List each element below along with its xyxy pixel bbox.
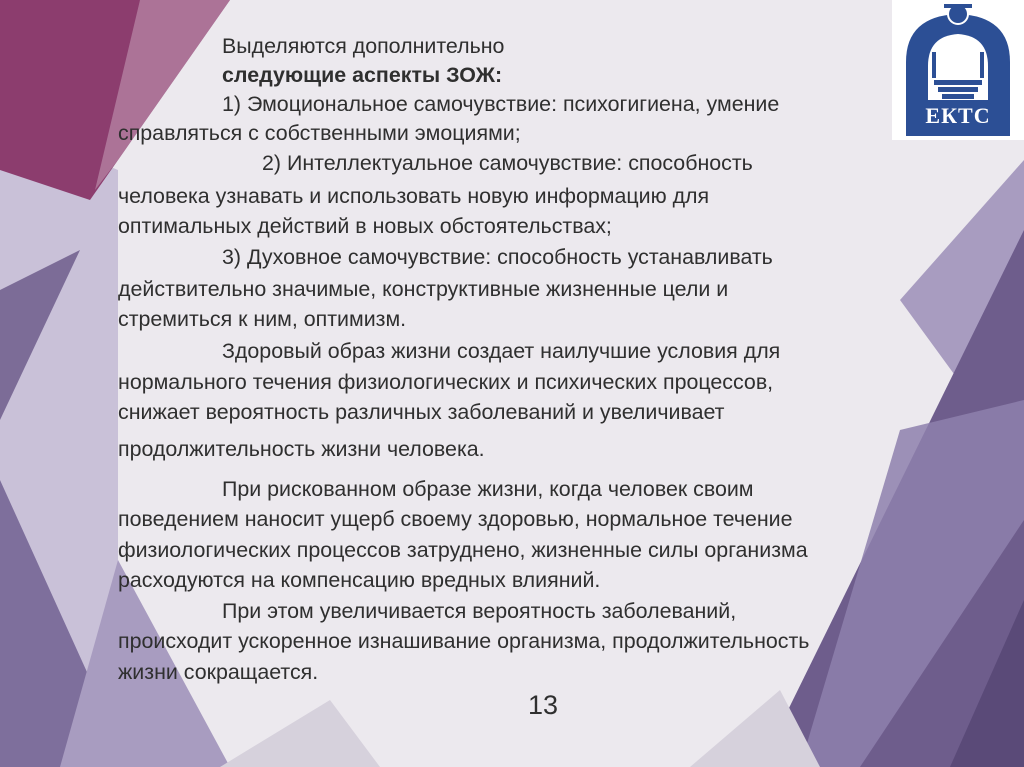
disease-risk-line-1: При этом увеличивается вероятность заболеваний, <box>222 599 737 623</box>
aspect-emotional-line-1: 1) Эмоциональное самочувствие: психогигиена, умение <box>222 92 780 116</box>
healthy-life-line-1: Здоровый образ жизни создает наилучшие условия для <box>222 339 781 363</box>
risky-life-line-1: При рискованном образе жизни, когда человек своим <box>222 477 754 501</box>
aspect-emotional-line-2: справляться с собственными эмоциями; <box>118 121 521 145</box>
aspect-spiritual-line-2: действительно значимые, конструктивные жизненные цели и <box>118 277 729 301</box>
risky-life-line-4: расходуются на компенсацию вредных влияний. <box>118 568 601 592</box>
healthy-life-line-4: продолжительность жизни человека. <box>118 437 485 461</box>
page-number: 13 <box>528 690 559 720</box>
aspect-spiritual-line-1: 3) Духовное самочувствие: способность устанавливать <box>222 245 773 269</box>
disease-risk-line-3: жизни сокращается. <box>118 660 319 684</box>
aspect-intellectual-line-1: 2) Интеллектуальное самочувствие: способность <box>262 151 753 175</box>
aspect-intellectual-line-2: человека узнавать и использовать новую информацию для <box>118 184 710 208</box>
healthy-life-line-2: нормального течения физиологических и психических процессов, <box>118 370 774 394</box>
aspect-spiritual-line-3: стремиться к ним, оптимизм. <box>118 307 407 331</box>
risky-life-line-2: поведением наносит ущерб своему здоровью, нормальное течение <box>118 507 793 531</box>
logo <box>892 0 1024 140</box>
slide-heading: следующие аспекты ЗОЖ: <box>222 63 503 87</box>
intro-line: Выделяются дополнительно <box>222 34 505 58</box>
logo-text: ЕКТС <box>925 103 991 128</box>
healthy-life-line-3: снижает вероятность различных заболеваний и увеличивает <box>118 400 725 424</box>
risky-life-line-3: физиологических процессов затруднено, жизненные силы организма <box>118 538 808 562</box>
aspect-intellectual-line-3: оптимальных действий в новых обстоятельствах; <box>118 214 612 238</box>
disease-risk-line-2: происходит ускоренное изнашивание организма, продолжительность <box>118 629 810 653</box>
